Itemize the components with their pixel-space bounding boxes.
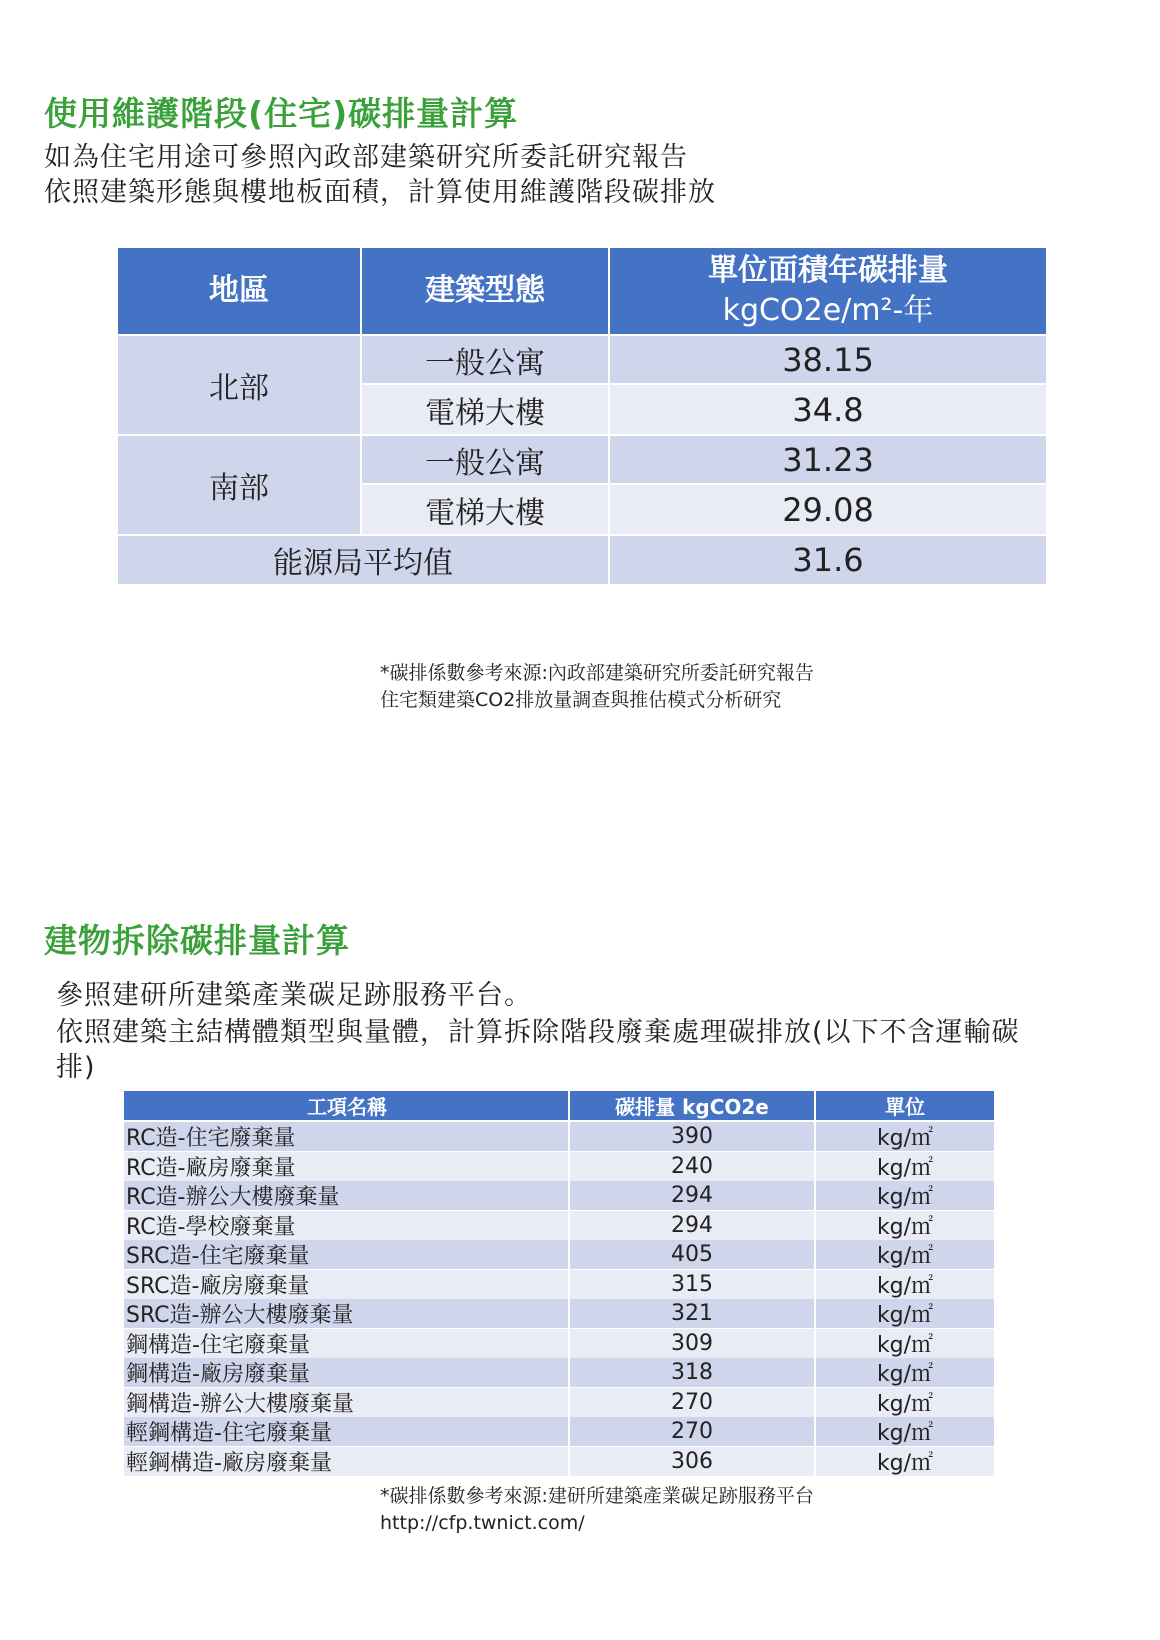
- value-cell: 38.15: [610, 336, 1046, 383]
- value-cell: 29.08: [610, 485, 1046, 534]
- emission-cell: 270: [570, 1388, 814, 1417]
- header-annual-emission-unit: kgCO2e/m²-年: [722, 293, 934, 328]
- item-name-cell: RC造-辦公大樓廢棄量: [124, 1181, 568, 1210]
- section2-source-url: http://cfp.twnict.com/: [380, 1512, 585, 1534]
- type-cell: 一般公寓: [362, 336, 608, 383]
- item-name-cell: SRC造-辦公大樓廢棄量: [124, 1299, 568, 1328]
- header-emission: 碳排量 kgCO2e: [570, 1091, 814, 1120]
- table-row: [124, 1211, 994, 1240]
- item-name-cell: 輕鋼構造-住宅廢棄量: [124, 1417, 568, 1446]
- type-cell: 電梯大樓: [362, 385, 608, 434]
- unit-cell: kg/㎡: [816, 1240, 994, 1269]
- section1-source-note-line1: *碳排係數參考來源:內政部建築研究所委託研究報告: [380, 662, 814, 684]
- table-row: [124, 1447, 994, 1476]
- value-cell: 34.8: [610, 385, 1046, 434]
- section2-title: 建物拆除碳排量計算: [44, 921, 350, 960]
- unit-cell: kg/㎡: [816, 1329, 994, 1358]
- table-row: [124, 1358, 994, 1387]
- unit-cell: kg/㎡: [816, 1122, 994, 1151]
- emission-cell: 318: [570, 1358, 814, 1387]
- table-row: [124, 1181, 994, 1210]
- item-name-cell: SRC造-住宅廢棄量: [124, 1240, 568, 1269]
- table-row: [124, 1270, 994, 1299]
- emission-cell: 315: [570, 1270, 814, 1299]
- emission-cell: 294: [570, 1211, 814, 1240]
- table-row: [124, 1152, 994, 1181]
- emission-cell: 321: [570, 1299, 814, 1328]
- unit-cell: kg/㎡: [816, 1152, 994, 1181]
- table-row: [124, 1329, 994, 1358]
- item-name-cell: RC造-住宅廢棄量: [124, 1122, 568, 1151]
- section2-intro-line1: 參照建研所建築產業碳足跡服務平台。: [56, 980, 532, 1011]
- section2-source-note-line1: *碳排係數參考來源:建研所建築產業碳足跡服務平台: [380, 1485, 814, 1507]
- table-row: [124, 1122, 994, 1151]
- average-label: 能源局平均值: [118, 536, 608, 584]
- header-annual-emission: [610, 248, 1046, 334]
- item-name-cell: SRC造-廠房廢棄量: [124, 1270, 568, 1299]
- unit-cell: kg/㎡: [816, 1447, 994, 1476]
- emission-cell: 270: [570, 1417, 814, 1446]
- section2-intro-line3: 排): [56, 1052, 96, 1083]
- region-south: 南部: [118, 436, 360, 534]
- unit-cell: kg/㎡: [816, 1299, 994, 1328]
- unit-cell: kg/㎡: [816, 1417, 994, 1446]
- carbon-emission-table-residential: [118, 248, 1046, 588]
- item-name-cell: RC造-學校廢棄量: [124, 1211, 568, 1240]
- emission-cell: 405: [570, 1240, 814, 1269]
- item-name-cell: 輕鋼構造-廠房廢棄量: [124, 1447, 568, 1476]
- emission-cell: 240: [570, 1152, 814, 1181]
- section1-intro-line1: 如為住宅用途可參照內政部建築研究所委託研究報告: [44, 142, 688, 173]
- header-annual-emission-line1: 單位面積年碳排量: [708, 253, 948, 288]
- unit-cell: kg/㎡: [816, 1270, 994, 1299]
- type-cell: 電梯大樓: [362, 485, 608, 534]
- table-row: [124, 1299, 994, 1328]
- section2-intro-line2: 依照建築主結構體類型與量體，計算拆除階段廢棄處理碳排放(以下不含運輸碳: [56, 1017, 1020, 1048]
- header-item-name: 工項名稱: [124, 1091, 568, 1120]
- item-name-cell: 鋼構造-廠房廢棄量: [124, 1358, 568, 1387]
- emission-cell: 294: [570, 1181, 814, 1210]
- section1-intro-line2: 依照建築形態與樓地板面積，計算使用維護階段碳排放: [44, 177, 716, 208]
- table-row: [124, 1417, 994, 1446]
- header-unit: 單位: [816, 1091, 994, 1120]
- region-north: 北部: [118, 336, 360, 434]
- unit-cell: kg/㎡: [816, 1358, 994, 1387]
- emission-cell: 309: [570, 1329, 814, 1358]
- item-name-cell: 鋼構造-辦公大樓廢棄量: [124, 1388, 568, 1417]
- unit-cell: kg/㎡: [816, 1211, 994, 1240]
- header-building-type: 建築型態: [362, 248, 608, 334]
- item-name-cell: 鋼構造-住宅廢棄量: [124, 1329, 568, 1358]
- average-value: 31.6: [610, 536, 1046, 584]
- table-row: [124, 1240, 994, 1269]
- table-header-row: [124, 1091, 994, 1120]
- unit-cell: kg/㎡: [816, 1388, 994, 1417]
- table-row: [124, 1388, 994, 1417]
- emission-cell: 390: [570, 1122, 814, 1151]
- emission-cell: 306: [570, 1447, 814, 1476]
- unit-cell: kg/㎡: [816, 1181, 994, 1210]
- section1-source-note-line2: 住宅類建築CO2排放量調查與推估模式分析研究: [380, 689, 782, 711]
- type-cell: 一般公寓: [362, 436, 608, 483]
- item-name-cell: RC造-廠房廢棄量: [124, 1152, 568, 1181]
- header-region: 地區: [118, 248, 360, 334]
- value-cell: 31.23: [610, 436, 1046, 483]
- section1-title: 使用維護階段(住宅)碳排量計算: [44, 94, 519, 133]
